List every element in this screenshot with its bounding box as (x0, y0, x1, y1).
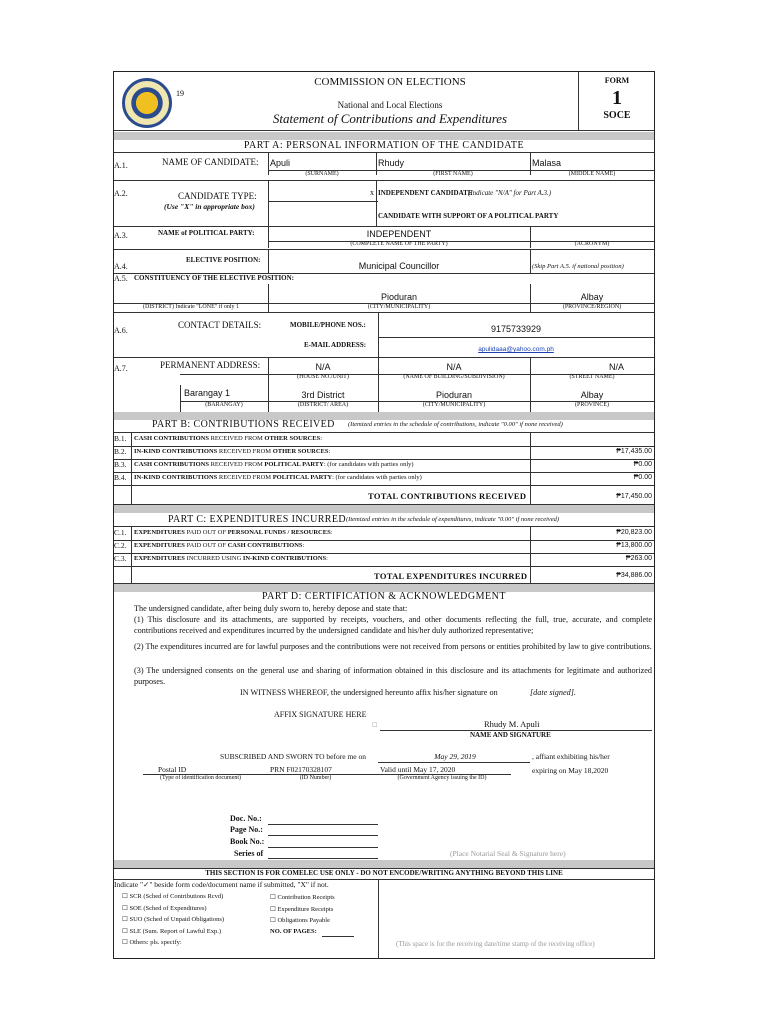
id-number-value: PRN F02170328107 (270, 765, 332, 774)
checkbox-icon[interactable]: ☐ (122, 916, 130, 923)
a1-code: A.1. (114, 161, 128, 170)
middle-name-caption: (MIDDLE NAME) (568, 171, 616, 177)
contribution-row-label-part: OTHER SOURCES (272, 448, 329, 455)
contribution-row-label-part: RECEIVED FROM (217, 474, 273, 481)
expenditure-row-amount[interactable]: ₱263.00 (625, 555, 652, 562)
total-expenditures-value: ₱34,886.00 (616, 572, 652, 579)
expenditure-row-label-part: PAID OUT OF (184, 529, 228, 536)
expenditure-row-label-part: : (326, 555, 328, 562)
expenditure-row-amount[interactable]: ₱13,800.00 (616, 542, 652, 549)
expenditure-row-label-part: EXPENDITURES (134, 529, 185, 536)
contribution-row-label-part: : (328, 448, 331, 455)
receipt-checkbox-item[interactable] (270, 916, 330, 924)
elective-position-field[interactable]: Municipal Councillor (358, 261, 440, 271)
contribution-row-label (134, 474, 422, 481)
submission-checkbox-item[interactable] (122, 904, 207, 912)
part-c-title: PART C: EXPENDITURES INCURRED (168, 514, 346, 525)
agency-caption: (Government Agency issuing the ID) (397, 775, 487, 781)
constituency-province-caption: (PROVINCE/REGION) (562, 304, 622, 310)
part-b-note: (Itemized entries in the schedule of contributions, indicate "0.00" if none received) (348, 421, 563, 428)
checkbox-label: SCR (Sched of Contributions Rcvd) (129, 893, 224, 900)
address-city-caption: (CITY/MUNICIPALITY) (422, 402, 486, 408)
checkbox-label: SOE (Sched of Expenditures) (129, 904, 207, 912)
expenditure-row-label-part: CASH CONTRIBUTIONS (227, 542, 303, 549)
building-field[interactable]: N/A (446, 362, 462, 372)
agency-name: COMMISSION ON ELECTIONS (314, 76, 466, 88)
footer-divider (114, 860, 654, 868)
submission-checkbox-item[interactable] (122, 892, 223, 900)
elective-position-note: (Skip Part A.5. if national position) (532, 263, 624, 270)
email-field[interactable]: apulidaaa@yahoo.com.ph (478, 346, 554, 353)
contribution-row-code: B.3. (114, 460, 127, 469)
certification-p2: (2) The expenditures incurred are for lawful purposes and the contributions were not received from persons or entities prohibited by law to give contributions. (134, 642, 652, 651)
independent-option: INDEPENDENT CANDIDATE (378, 189, 473, 197)
witness-date: [date signed]. (530, 688, 576, 697)
address-city-field[interactable]: Pioduran (435, 390, 473, 400)
address-province-field[interactable]: Albay (580, 390, 604, 400)
submission-checkbox-item[interactable] (122, 938, 182, 946)
checkbox-label: SUO (Sched of Unpaid Obligations) (129, 916, 225, 923)
part-c-divider (114, 505, 654, 513)
first-name-field[interactable]: Rhudy (378, 158, 405, 168)
expenditure-row-label-part: EXPENDITURES (134, 555, 185, 562)
mobile-field[interactable]: 9175733929 (490, 324, 542, 334)
contribution-row-label-part: CASH CONTRIBUTIONS (134, 435, 209, 442)
candidate-name-label: NAME OF CANDIDATE: (162, 157, 259, 167)
form-number-box (578, 72, 655, 130)
contribution-row-label-part: POLITICAL PARTY (264, 461, 324, 468)
expenditure-row-label (134, 555, 328, 562)
contribution-row-label (134, 435, 322, 442)
checkbox-label: Expenditure Receipts (277, 905, 334, 913)
form-code: SOCE (603, 110, 631, 121)
expenditure-row-code: C.2. (114, 541, 127, 550)
receipt-checkbox-item[interactable] (270, 905, 333, 913)
sworn-date: May 29, 2019 (434, 752, 476, 761)
contribution-row-label-part: OTHER SOURCES (264, 435, 321, 442)
party-support-option: CANDIDATE WITH SUPPORT OF A POLITICAL PARTY (378, 212, 559, 220)
district-caption: (DISTRICT) Indicate "LONE" if only 1 (142, 304, 240, 310)
notarial-seal-note: (Place Notarial Seal & Signature here) (450, 849, 566, 858)
street-field[interactable]: N/A (608, 362, 624, 372)
total-contributions-value: ₱17,450.00 (616, 493, 652, 500)
expenditure-row-label-part: IN-KIND CONTRIBUTIONS (242, 555, 327, 562)
independent-note: (Indicate "N/A" for Part A.3.) (468, 189, 552, 197)
affix-signature-text: AFFIX SIGNATURE HERE (274, 710, 367, 719)
contribution-row-code: B.4. (114, 473, 127, 482)
checkbox-icon[interactable]: ☐ (122, 927, 130, 935)
address-district-field[interactable]: 3rd District (301, 390, 345, 400)
checkbox-label: Contribution Receipts (277, 894, 335, 901)
stamp-space-note: (This space is for the receiving date/time stamp of the receiving office) (396, 940, 595, 948)
submission-checkbox-item[interactable] (122, 927, 221, 935)
expenditure-row-label-part: PERSONAL FUNDS / RESOURCES (227, 529, 331, 536)
checkbox-label: Others: pls. specify: (129, 939, 182, 946)
middle-name-field[interactable]: Malasa (532, 158, 562, 168)
first-name-caption: (FIRST NAME) (433, 171, 473, 177)
constituency-city-field[interactable]: Pioduran (380, 292, 418, 302)
street-caption: (STREET NAME) (569, 374, 615, 380)
contribution-row-label (134, 461, 414, 468)
number-of-pages-label: NO. OF PAGES: (270, 928, 317, 935)
form-label: FORM (604, 76, 630, 85)
candidate-type-hint: (Use "X" in appropriate box) (164, 202, 255, 211)
contribution-row-label-part: POLITICAL PARTY (272, 474, 333, 481)
house-field[interactable]: N/A (315, 362, 331, 372)
certification-intro: The undersigned candidate, after being duly sworn to, hereby depose and state that: (134, 604, 408, 613)
page-no-label: Page No.: (230, 825, 263, 834)
house-caption: (HOUSE NO./UNIT) (297, 374, 349, 380)
contribution-row-label-part: : (for candidates with parties only) (323, 461, 414, 468)
barangay-caption: (BARANGAY) (205, 402, 243, 408)
form-number: 1 (612, 87, 622, 109)
contribution-row-amount[interactable]: ₱0.00 (633, 474, 652, 481)
expenditure-row-label-part: INCURRED USING (184, 555, 243, 562)
constituency-city-caption: (CITY/MUNICIPALITY) (367, 304, 431, 310)
a7-code: A.7. (114, 364, 128, 373)
checkbox-icon[interactable]: ☐ (270, 894, 278, 901)
certification-p3: (3) The undersigned consents on the general use and sharing of information obtained in this disclosure and its attachments for legitimate and authorized purposes. (134, 666, 652, 687)
indicate-instructions: Indicate "✓" beside form code/document name if submitted, "X" if not. (114, 880, 329, 889)
subscribed-text: SUBSCRIBED AND SWORN TO before me on (220, 752, 366, 761)
a4-code: A.4. (114, 262, 128, 271)
checkbox-label: Obligations Payable (277, 917, 330, 924)
checkbox-icon[interactable]: ☐ (122, 904, 130, 912)
expenditure-row-label (134, 529, 333, 536)
candidate-type-label: CANDIDATE TYPE: (178, 191, 257, 201)
contact-details-label: CONTACT DETAILS: (178, 320, 262, 330)
independent-checkbox[interactable]: x (370, 188, 374, 197)
part-d-title: PART D: CERTIFICATION & ACKNOWLEDGMENT (262, 591, 506, 602)
contribution-row-label-part: IN-KIND CONTRIBUTIONS (134, 448, 218, 455)
expenditure-row-label-part: PAID OUT OF (184, 542, 228, 549)
expenditure-row-code: C.3. (114, 554, 127, 563)
a3-code: A.3. (114, 231, 128, 240)
a2-code: A.2. (114, 189, 128, 198)
contribution-row-label-part: : (for candidates with parties only) (332, 474, 422, 481)
id-expiring: expiring on May 18,2020 (532, 766, 609, 775)
contribution-row-code: B.1. (114, 434, 127, 443)
contribution-row-label-part: CASH CONTRIBUTIONS (134, 461, 209, 468)
series-label: Series of (234, 849, 264, 858)
expenditure-row-label-part: : (302, 542, 305, 549)
expenditure-row-code: C.1. (114, 528, 127, 537)
contribution-row-code: B.2. (114, 447, 127, 456)
part-a-divider (114, 132, 654, 140)
id-valid-until: Valid until May 17, 2020 (380, 765, 456, 774)
contribution-row-label-part: IN-KIND CONTRIBUTIONS (134, 474, 218, 481)
id-type-value: Postal ID (158, 765, 187, 774)
contribution-row-label-part: RECEIVED FROM (208, 435, 265, 442)
checkbox-icon[interactable]: ☐ (122, 893, 130, 900)
affiant-text: , affiant exhibiting his/her (532, 752, 610, 761)
id-number-caption: (ID Number) (299, 775, 332, 781)
expenditure-row-label-part: EXPENDITURES (134, 542, 185, 549)
submission-checkbox-item[interactable] (122, 915, 224, 923)
party-caption: (COMPLETE NAME OF THE PARTY) (350, 241, 448, 247)
book-no-label: Book No.: (230, 837, 265, 846)
part-b-title: PART B: CONTRIBUTIONS RECEIVED (152, 419, 335, 430)
receipt-checkbox-item[interactable] (270, 893, 335, 901)
expenditure-row-label-part: : (330, 529, 333, 536)
comelec-use-banner: THIS SECTION IS FOR COMELEC USE ONLY - DO NOT ENCODE/WRITING ANYTHING BEYOND THIS LINE (205, 869, 563, 877)
witness-text: IN WITNESS WHEREOF, the undersigned hereunto affix his/her signature on (240, 688, 498, 697)
contribution-row-label-part: RECEIVED FROM (217, 448, 273, 455)
checkbox-icon[interactable]: ☐ (270, 917, 278, 924)
building-caption: (NAME OF BUILDING/SUBDIVISION) (403, 374, 505, 380)
seal-year: 19 (176, 89, 184, 98)
contribution-row-label-part: : (320, 435, 323, 442)
constituency-label: CONSTITUENCY OF THE ELECTIVE POSITION: (134, 274, 294, 282)
election-subtitle: National and Local Elections (337, 100, 443, 110)
signer-name: Rhudy M. Apuli (484, 719, 540, 729)
signature-placeholder-icon: ☐ (372, 723, 378, 729)
comelec-seal-logo (122, 78, 172, 128)
doc-no-label: Doc. No.: (230, 814, 262, 823)
contribution-row-label (134, 448, 330, 455)
part-a-title: PART A: PERSONAL INFORMATION OF THE CANDIDATE (243, 140, 525, 151)
acronym-caption: (ACRONYM) (574, 241, 610, 247)
part-c-note: (Itemized entries in the schedule of expenditures, indicate "0.00" if none received) (346, 516, 560, 523)
form-title: Statement of Contributions and Expenditures (272, 111, 508, 126)
checkbox-icon[interactable]: ☐ (122, 939, 130, 946)
contribution-row-amount[interactable]: ₱0.00 (633, 461, 652, 468)
party-name-field[interactable]: INDEPENDENT (366, 229, 432, 239)
total-contributions-label: TOTAL CONTRIBUTIONS RECEIVED (368, 491, 527, 501)
a5-code: A.5. (114, 274, 128, 283)
permanent-address-label: PERMANENT ADDRESS: (160, 360, 261, 370)
email-label: E-MAIL ADDRESS: (304, 341, 367, 349)
party-label: NAME of POLITICAL PARTY: (158, 229, 255, 237)
mobile-label: MOBILE/PHONE NOS.: (290, 321, 366, 329)
certification-p1: (1) This disclosure and its attachments, are supported by receipts, vouchers, and other documents reflecting the full, true, accurate, and complete contributions received and expenditures incurred by the undersigned candidate and his/her duly authorized representative; (134, 615, 652, 636)
checkbox-label: SLE (Sum. Report of Lawful Exp.) (129, 927, 221, 935)
checkbox-icon[interactable]: ☐ (270, 905, 278, 913)
address-province-caption: (PROVINCE) (575, 402, 609, 408)
barangay-field[interactable]: Barangay 1 (184, 388, 231, 398)
constituency-province-field[interactable]: Albay (580, 292, 604, 302)
id-type-caption: (Type of identification document) (159, 775, 242, 781)
total-expenditures-label: TOTAL EXPENDITURES INCURRED (374, 571, 528, 581)
name-and-signature-caption: NAME AND SIGNATURE (470, 731, 551, 739)
surname-caption: (SURNAME) (305, 171, 339, 177)
a6-code: A.6. (114, 326, 128, 335)
expenditure-row-label (134, 542, 304, 549)
elective-position-label: ELECTIVE POSITION: (186, 256, 261, 264)
expenditure-row-amount[interactable]: ₱20,823.00 (616, 529, 652, 536)
address-district-caption: (DISTRICT/ AREA) (297, 402, 349, 408)
contribution-row-amount[interactable]: ₱17,435.00 (616, 448, 652, 455)
surname-field[interactable]: Apuli (270, 158, 291, 168)
contribution-row-label-part: RECEIVED FROM (208, 461, 265, 468)
